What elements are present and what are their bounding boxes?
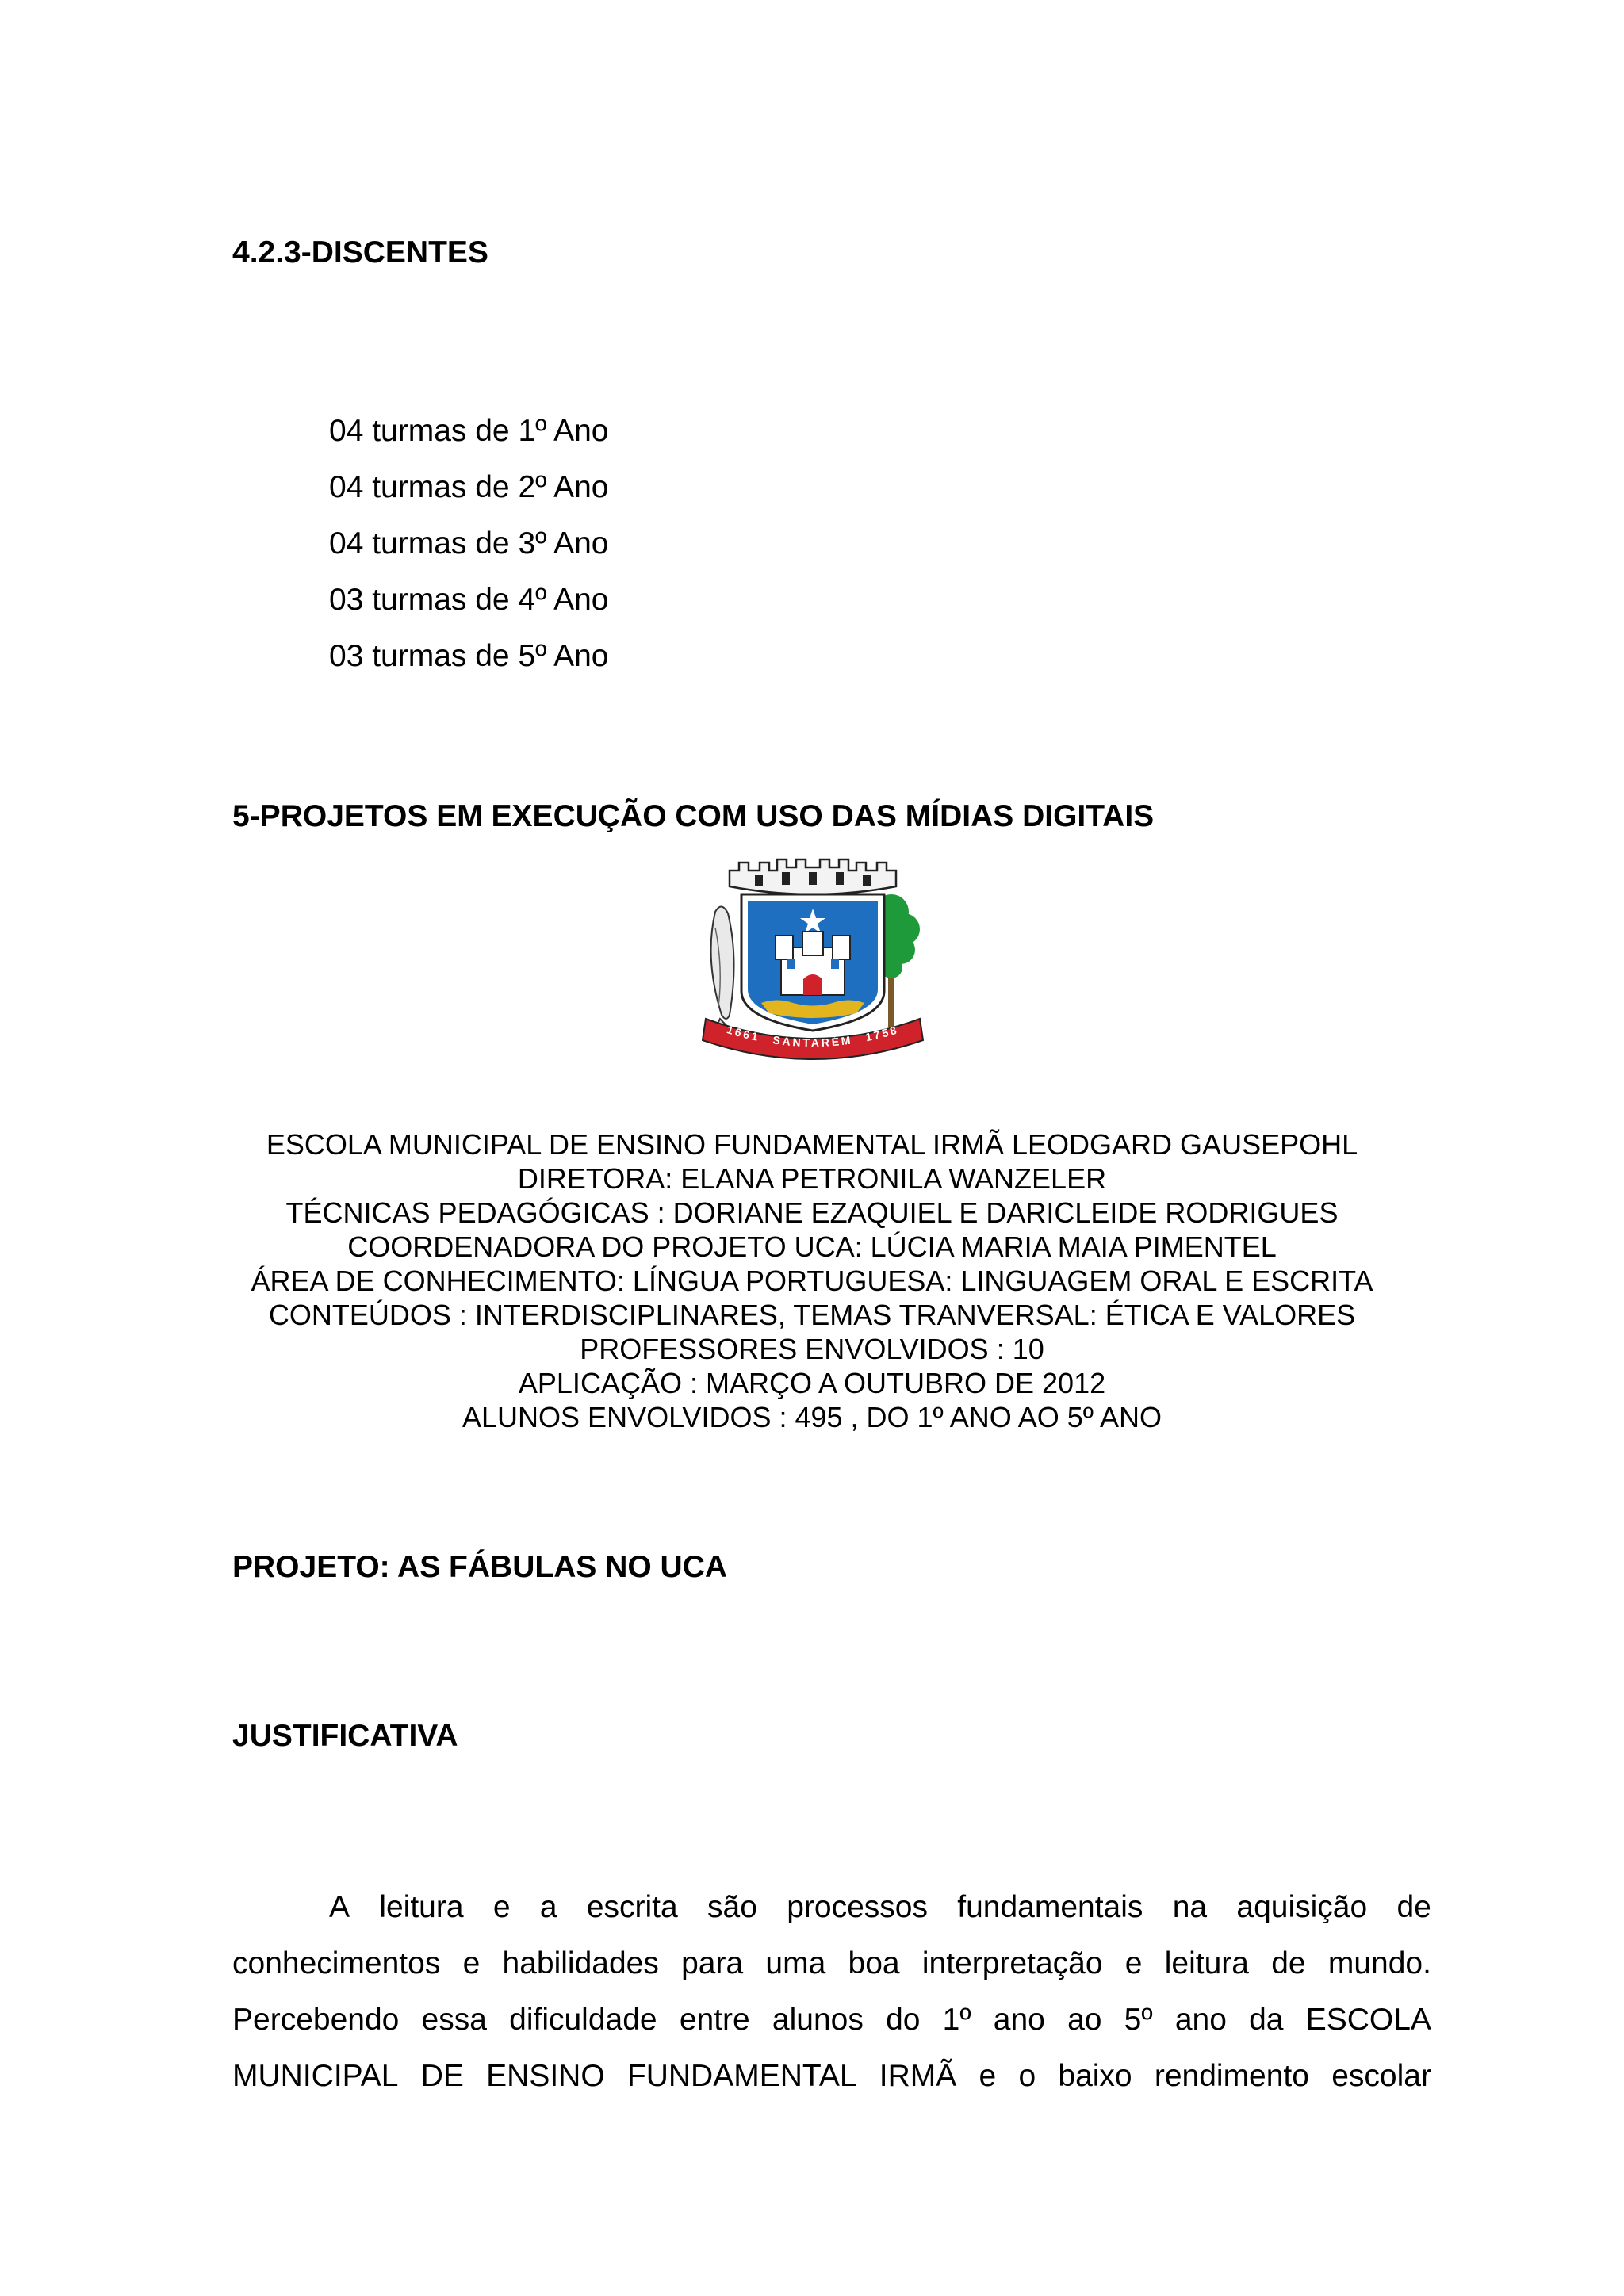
ribbon-year-right: 1758 xyxy=(864,1023,901,1044)
word: ESCOLA xyxy=(1305,2003,1431,2037)
turma-item: 04 turmas de 2º Ano xyxy=(329,470,609,504)
projeto-heading: PROJETO: AS FÁBULAS NO UCA xyxy=(232,1550,728,1584)
word: de xyxy=(1271,1946,1306,1980)
justificativa-heading: JUSTIFICATIVA xyxy=(232,1719,458,1753)
word: ano xyxy=(1174,2003,1227,2037)
word: e xyxy=(462,1946,481,1980)
projetos-heading: 5-PROJETOS EM EXECUÇÃO COM USO DAS MÍDIAS DIGITAIS xyxy=(232,799,1155,833)
word: interpretação xyxy=(921,1946,1103,1980)
shield xyxy=(741,894,884,1031)
paragraph-line xyxy=(232,1935,1431,1992)
word: alunos xyxy=(772,2003,864,2037)
word: de xyxy=(1396,1890,1431,1924)
word: da xyxy=(1249,2003,1284,2037)
word: para xyxy=(681,1946,744,1980)
word: na xyxy=(1172,1890,1208,1924)
turma-item: 03 turmas de 5º Ano xyxy=(329,639,609,673)
teachers-involved: PROFESSORES ENVOLVIDOS : 10 xyxy=(580,1333,1044,1365)
word: do xyxy=(886,2003,921,2037)
school-director: DIRETORA: ELANA PETRONILA WANZELER xyxy=(517,1162,1107,1195)
word: mundo. xyxy=(1327,1946,1431,1980)
school-info-block xyxy=(159,1127,1465,1434)
turma-item: 04 turmas de 3º Ano xyxy=(329,526,609,561)
word: ano xyxy=(993,2003,1045,2037)
ribbon-city-name: SANTARÉM xyxy=(772,1033,854,1050)
discentes-heading: 4.2.3-DISCENTES xyxy=(232,235,488,270)
word: são xyxy=(707,1890,757,1924)
word: leitura xyxy=(379,1890,464,1924)
word: DE xyxy=(420,2059,464,2093)
word: ao xyxy=(1067,2003,1102,2037)
word: a xyxy=(539,1890,557,1924)
word: IRMÃ xyxy=(879,2059,957,2093)
santarem-coat-of-arms xyxy=(698,856,928,1062)
contents: CONTEÚDOS : INTERDISCIPLINARES, TEMAS TRANVERSAL: ÉTICA E VALORES xyxy=(268,1299,1356,1331)
word: A xyxy=(329,1890,350,1924)
paragraph-line xyxy=(232,1992,1431,2048)
word: baixo xyxy=(1058,2059,1132,2093)
turma-item: 03 turmas de 4º Ano xyxy=(329,583,609,617)
application-period: APLICAÇÃO : MARÇO A OUTUBRO DE 2012 xyxy=(518,1367,1106,1399)
project-coordinator: COORDENADORA DO PROJETO UCA: LÚCIA MARIA MAIA PIMENTEL xyxy=(347,1230,1277,1263)
word: e xyxy=(1124,1946,1143,1980)
word: habilidades xyxy=(502,1946,659,1980)
word: aquisição xyxy=(1236,1890,1368,1924)
word: e xyxy=(492,1890,511,1924)
word: e xyxy=(979,2059,997,2093)
word: MUNICIPAL xyxy=(232,2059,399,2093)
word: rendimento xyxy=(1154,2059,1309,2093)
word: dificuldade xyxy=(509,2003,657,2037)
word: escrita xyxy=(586,1890,678,1924)
word: processos xyxy=(787,1890,928,1924)
word: 5º xyxy=(1124,2003,1153,2037)
word: essa xyxy=(421,2003,487,2037)
school-technicians: TÉCNICAS PEDAGÓGICAS : DORIANE EZAQUIEL E DARICLEIDE RODRIGUES xyxy=(285,1196,1339,1229)
word: conhecimentos xyxy=(232,1946,441,1980)
word: entre xyxy=(679,2003,750,2037)
word: Percebendo xyxy=(232,2003,400,2037)
word: boa xyxy=(848,1946,900,1980)
fish-support xyxy=(711,906,734,1035)
word: fundamentais xyxy=(957,1890,1143,1924)
word: escolar xyxy=(1331,2059,1431,2093)
ribbon-year-left: 1661 xyxy=(725,1023,762,1044)
word: leitura xyxy=(1164,1946,1249,1980)
justificativa-paragraph xyxy=(232,1879,1431,2104)
knowledge-area: ÁREA DE CONHECIMENTO: LÍNGUA PORTUGUESA: LINGUAGEM ORAL E ESCRITA xyxy=(251,1265,1373,1297)
word: 1º xyxy=(942,2003,971,2037)
paragraph-line xyxy=(232,1879,1431,1935)
mural-crown xyxy=(730,859,896,894)
paragraph-line xyxy=(232,2048,1431,2104)
word: FUNDAMENTAL xyxy=(626,2059,857,2093)
word: ENSINO xyxy=(486,2059,605,2093)
word: uma xyxy=(765,1946,826,1980)
turmas-list xyxy=(329,403,608,684)
students-involved: ALUNOS ENVOLVIDOS : 495 , DO 1º ANO AO 5º ANO xyxy=(462,1401,1162,1433)
school-name: ESCOLA MUNICIPAL DE ENSINO FUNDAMENTAL IRMÃ LEODGARD GAUSEPOHL xyxy=(266,1128,1358,1161)
turma-item: 04 turmas de 1º Ano xyxy=(329,414,609,448)
word: o xyxy=(1018,2059,1036,2093)
